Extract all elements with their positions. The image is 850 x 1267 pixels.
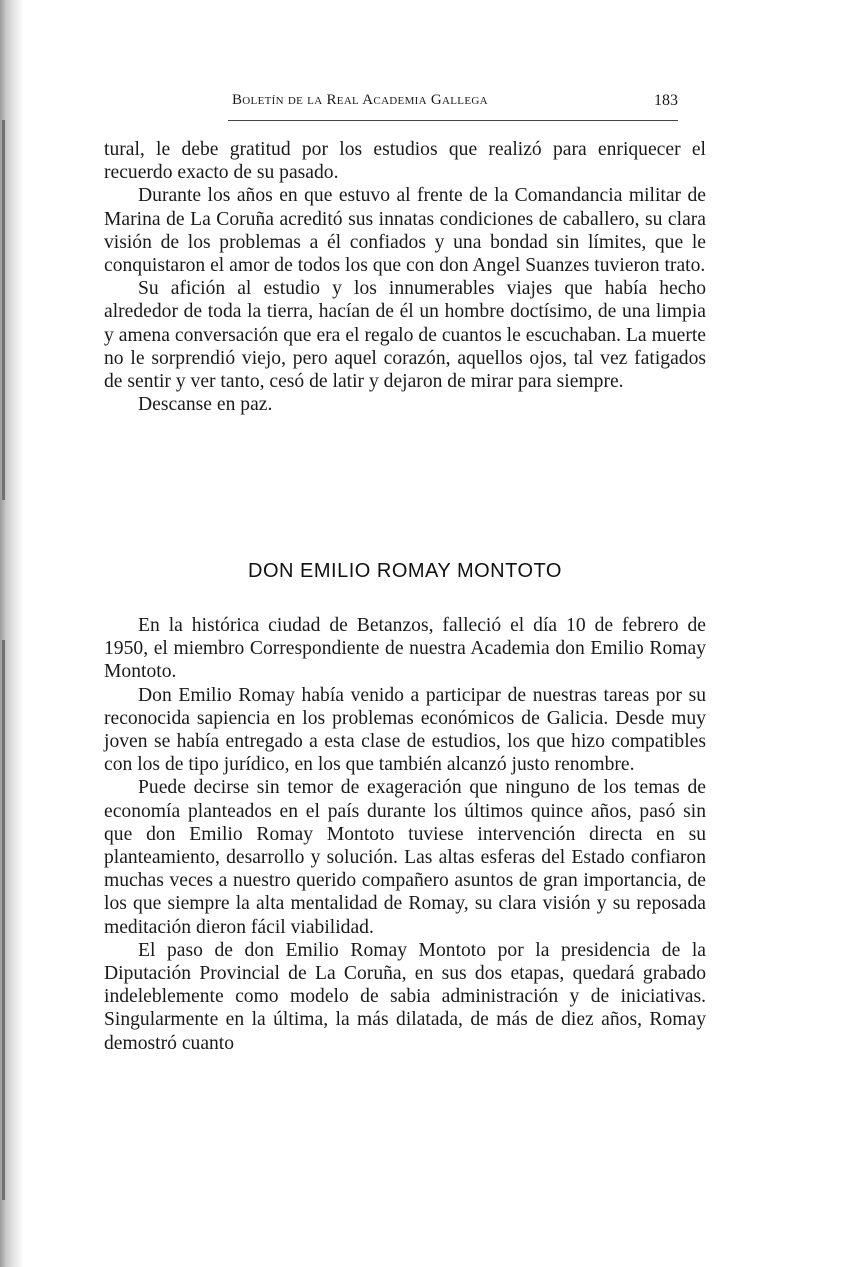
header-rule (228, 120, 678, 121)
binding-shadow (2, 120, 5, 500)
paragraph: Durante los años en que estuvo al frente de la Comandancia militar de Marina de La Coruña acreditó sus innatas condiciones de caballero, su clara visión de los problemas a él confiados y una bondad sin límites, que le conquistaron el amor de todos los que con don Angel Suanzes tuvieron trato. (104, 185, 706, 277)
binding-shadow (2, 640, 5, 1200)
paragraph: tural, le debe gratitud por los estudios que realizó para enriquecer el recuerdo exacto de su pasado. (104, 139, 706, 184)
obituary-title: DON EMILIO ROMAY MONTOTO (248, 560, 562, 582)
paragraph: Descanse en paz. (138, 394, 273, 416)
paragraph: El paso de don Emilio Romay Montoto por la presidencia de la Diputación Provincial de La Coruña, en sus dos etapas, quedará grabado indeleblemente como modelo de sabia administración y de iniciativas. Singularmente en la última, la más dilatada, de más de diez años, Romay demostró cuanto (104, 939, 706, 1054)
obituary-text (104, 614, 706, 1055)
page-number: 183 (654, 92, 678, 109)
running-header (232, 92, 678, 116)
previous-article-text (104, 138, 706, 416)
journal-title: Boletín de la Real Academia Gallega (232, 92, 488, 108)
paragraph: Su afición al estudio y los innumerables viajes que había hecho alrededor de toda la tierra, hacían de él un hombre doctísimo, de una limpia y amena conversación que era el regalo de cuantos le escuchaban. La muerte no le sorprendió viejo, pero aquel corazón, aquellos ojos, tal vez fatigados de sentir y ver tanto, cesó de latir y dejaron de mirar para siempre. (104, 278, 706, 393)
paragraph: Puede decirse sin temor de exageración que ninguno de los temas de economía planteados en el país durante los últimos quince años, pasó sin que don Emilio Romay Montoto tuviese intervención directa en su planteamiento, desarrollo y solución. Las altas esferas del Estado confiaron muchas veces a nuestro querido compañero asuntos de gran importancia, de los que siempre la alta mentalidad de Romay, su clara visión y su reposada meditación dieron fácil viabilidad. (104, 777, 706, 938)
paragraph: En la histórica ciudad de Betanzos, falleció el día 10 de febrero de 1950, el miembro Correspondiente de nuestra Academia don Emilio Romay Montoto. (104, 615, 706, 683)
page-binding-edge (0, 0, 24, 1267)
paragraph: Don Emilio Romay había venido a participar de nuestras tareas por su reconocida sapiencia en los problemas económicos de Galicia. Desde muy joven se había entregado a esta clase de estudios, los que hizo compatibles con los de tipo jurídico, en los que también alcanzó justo renombre. (104, 684, 706, 776)
